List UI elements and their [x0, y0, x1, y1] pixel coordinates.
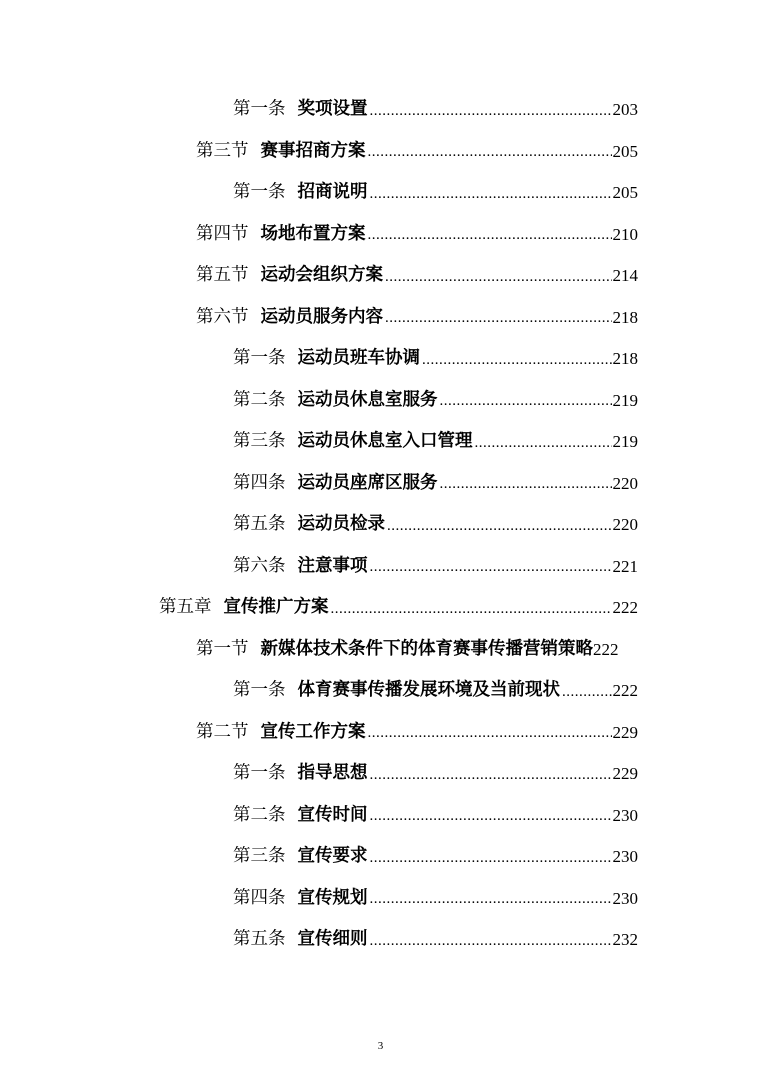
toc-dot-leader: [370, 851, 612, 878]
toc-entry-page: 230: [612, 847, 638, 867]
toc-entry[interactable]: [0, 421, 761, 463]
toc-entry-page: 218: [612, 307, 638, 327]
toc-entry-title: 运动员休息室服务: [297, 389, 438, 410]
toc-entry-title: 运动员休息室入口管理: [297, 431, 473, 451]
toc-entry[interactable]: [0, 587, 761, 629]
toc-entry-title: 新媒体技术条件下的体育赛事传播营销策略: [260, 638, 593, 659]
toc-entry-label: 第二条: [233, 389, 286, 410]
toc-entry-label: 第一条: [233, 348, 286, 368]
toc-entry-title: 运动员检录: [297, 514, 385, 534]
toc-entry-label: 第五条: [233, 929, 286, 949]
toc-entry-label: 第二节: [196, 721, 249, 742]
toc-entry-title: 奖项设置: [297, 99, 368, 119]
toc-dot-leader: [368, 228, 612, 255]
toc-entry[interactable]: [0, 172, 761, 214]
toc-entry[interactable]: [0, 131, 761, 173]
toc-entry-label: 第一节: [196, 638, 249, 659]
toc-entry-page: 221: [612, 556, 638, 576]
toc-entry-page: 229: [612, 764, 638, 784]
table-of-contents: [0, 89, 761, 961]
toc-dot-leader: [368, 145, 612, 172]
toc-entry-title: 运动员服务内容: [260, 306, 383, 327]
toc-entry-page: 230: [612, 805, 638, 825]
toc-entry-label: 第一条: [233, 763, 286, 783]
toc-entry-page: 214: [612, 266, 638, 286]
toc-dot-leader: [331, 602, 612, 629]
toc-entry-title: 体育赛事传播发展环境及当前现状: [297, 680, 560, 700]
toc-entry-label: 第六节: [196, 306, 249, 327]
toc-entry-page: 219: [612, 432, 638, 452]
toc-dot-leader: [562, 685, 612, 712]
toc-entry[interactable]: [0, 670, 761, 712]
toc-entry-page: 220: [612, 515, 638, 535]
toc-entry[interactable]: [0, 795, 761, 837]
toc-entry-label: 第五节: [196, 265, 249, 285]
toc-entry-label: 第一条: [233, 680, 286, 700]
toc-dot-leader: [370, 892, 612, 919]
toc-entry[interactable]: [0, 338, 761, 380]
toc-entry[interactable]: [0, 463, 761, 505]
toc-entry-page: 210: [612, 224, 638, 244]
toc-entry[interactable]: [0, 214, 761, 256]
toc-dot-leader: [368, 726, 612, 753]
toc-entry-label: 第三条: [233, 846, 286, 866]
toc-entry-title: 运动员座席区服务: [297, 472, 438, 493]
toc-dot-leader: [385, 270, 612, 297]
toc-entry[interactable]: [0, 629, 761, 671]
toc-entry-page: 219: [612, 390, 638, 410]
toc-entry[interactable]: [0, 89, 761, 131]
toc-entry-label: 第六条: [233, 555, 286, 576]
toc-entry-page: 205: [612, 183, 638, 203]
toc-entry[interactable]: [0, 255, 761, 297]
toc-entry-title: 指导思想: [297, 763, 368, 783]
toc-entry-label: 第一条: [233, 99, 286, 119]
toc-dot-leader: [370, 809, 612, 836]
toc-entry-label: 第五章: [159, 597, 212, 617]
toc-entry[interactable]: [0, 919, 761, 961]
toc-dot-leader: [370, 560, 612, 587]
toc-entry[interactable]: [0, 878, 761, 920]
toc-entry-label: 第三条: [233, 431, 286, 451]
toc-entry[interactable]: [0, 712, 761, 754]
toc-entry-title: 注意事项: [297, 555, 368, 576]
toc-entry-title: 宣传规划: [297, 887, 368, 908]
toc-entry[interactable]: [0, 836, 761, 878]
toc-entry-page: 220: [612, 473, 638, 493]
toc-entry-label: 第二条: [233, 804, 286, 825]
toc-entry-page: 203: [612, 100, 638, 120]
page-number: 3: [377, 1040, 384, 1052]
toc-dot-leader: [370, 934, 612, 961]
toc-dot-leader: [370, 104, 612, 131]
toc-dot-leader: [440, 394, 612, 421]
toc-dot-leader: [475, 436, 612, 463]
toc-entry-title: 宣传细则: [297, 929, 368, 949]
toc-entry-title: 招商说明: [297, 182, 368, 202]
toc-entry-title: 运动会组织方案: [260, 265, 383, 285]
toc-entry-page: 205: [612, 141, 638, 161]
toc-entry-page: 218: [612, 349, 638, 369]
toc-dot-leader: [370, 768, 612, 795]
toc-entry-title: 运动员班车协调: [297, 348, 420, 368]
toc-entry-title: 场地布置方案: [260, 223, 366, 244]
toc-entry[interactable]: [0, 753, 761, 795]
toc-entry-title: 宣传时间: [297, 804, 368, 825]
toc-entry-label: 第五条: [233, 514, 286, 534]
toc-entry[interactable]: [0, 380, 761, 422]
toc-entry-page: 232: [612, 930, 638, 950]
toc-entry[interactable]: [0, 546, 761, 588]
toc-entry-page: 222: [593, 639, 619, 659]
toc-dot-leader: [370, 187, 612, 214]
toc-entry-page: 230: [612, 888, 638, 908]
toc-entry-page: 222: [612, 681, 638, 701]
toc-entry-title: 宣传要求: [297, 846, 368, 866]
toc-entry-label: 第三节: [196, 140, 249, 161]
toc-dot-leader: [387, 519, 612, 546]
toc-entry-title: 宣传工作方案: [260, 721, 366, 742]
toc-entry-label: 第四条: [233, 887, 286, 908]
toc-entry-page: 229: [612, 722, 638, 742]
toc-entry[interactable]: [0, 504, 761, 546]
toc-dot-leader: [440, 477, 612, 504]
toc-entry-title: 赛事招商方案: [260, 140, 366, 161]
toc-dot-leader: [422, 353, 612, 380]
toc-entry-page: 222: [612, 598, 638, 618]
toc-entry-title: 宣传推广方案: [223, 597, 329, 617]
toc-entry-label: 第四条: [233, 472, 286, 493]
toc-entry-label: 第一条: [233, 182, 286, 202]
toc-entry-label: 第四节: [196, 223, 249, 244]
toc-entry[interactable]: [0, 297, 761, 339]
toc-dot-leader: [385, 311, 612, 338]
